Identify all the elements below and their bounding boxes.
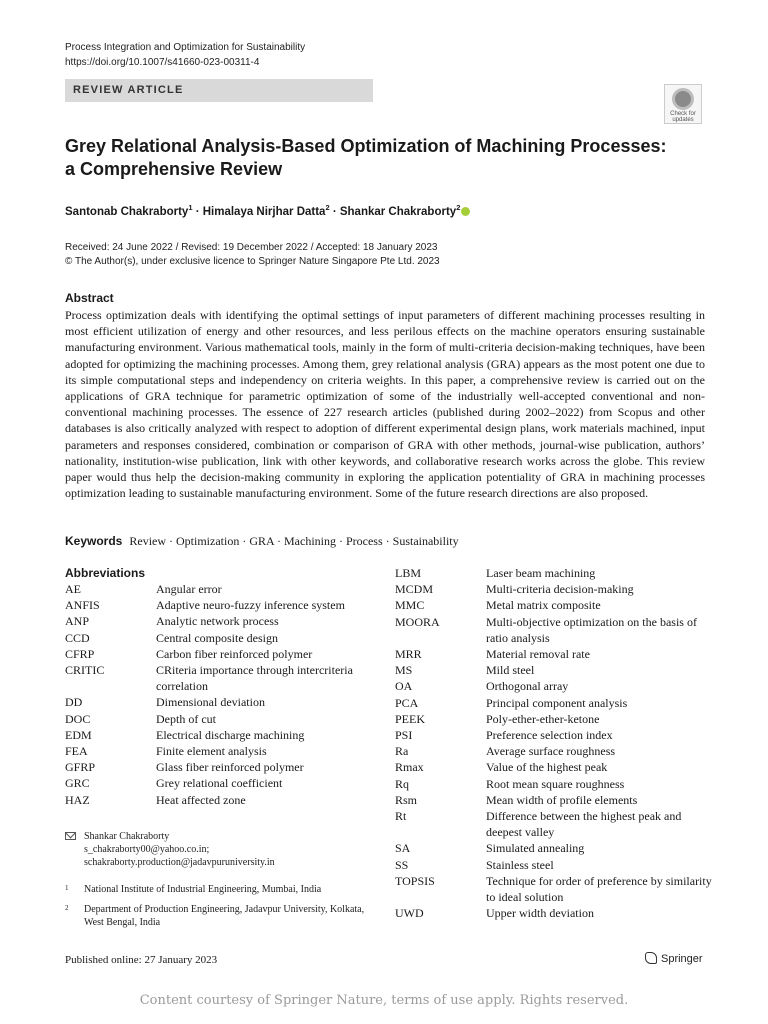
abbreviation-term: TOPSIS xyxy=(395,873,435,888)
check-updates-label-2: updates xyxy=(672,117,694,123)
envelope-icon xyxy=(65,832,76,840)
abbreviation-definition: Technique for order of preference by similarity to ideal solution xyxy=(486,873,712,905)
publication-dates xyxy=(65,241,440,269)
abbreviation-term: MCDM xyxy=(395,582,434,597)
abbreviations-right-column xyxy=(395,565,715,921)
abbreviation-definition: Laser beam machining xyxy=(486,566,596,580)
abbreviation-row xyxy=(65,743,385,759)
abbreviation-term: CCD xyxy=(65,630,90,645)
abbreviation-definition: Electrical discharge machining xyxy=(156,727,305,742)
title-line-1: Grey Relational Analysis-Based Optimization of Machining Processes: xyxy=(65,136,667,156)
abbreviation-row xyxy=(395,581,715,597)
abbreviation-definition: Mean width of profile elements xyxy=(486,792,638,807)
author-affiliation-number: 2 xyxy=(456,203,461,212)
article-title xyxy=(65,135,705,181)
abbreviation-definition: Stainless steel xyxy=(486,857,554,872)
abbreviation-definition: Analytic network process xyxy=(156,614,279,629)
abbreviation-term: LBM xyxy=(395,566,422,580)
abbreviation-term: FEA xyxy=(65,744,88,759)
abbreviation-row xyxy=(65,792,385,808)
affiliation-number: 1 xyxy=(65,884,69,892)
abbreviation-row xyxy=(395,614,715,646)
abbreviation-definition: Difference between the highest peak and deepest valley xyxy=(486,809,682,840)
abbreviation-term: HAZ xyxy=(65,792,90,807)
abbreviation-term: MS xyxy=(395,663,413,678)
abbreviation-row xyxy=(65,597,385,613)
abbreviation-row xyxy=(395,597,715,613)
abbreviation-definition: Average surface roughness xyxy=(486,744,616,759)
springer-horse-icon xyxy=(645,952,657,964)
check-updates-label-1: Check for xyxy=(670,111,696,117)
author-name[interactable]: Shankar Chakraborty xyxy=(339,205,457,218)
abbreviation-definition: Simulated annealing xyxy=(486,841,585,856)
abbreviation-row xyxy=(395,905,715,921)
keywords-label: Keywords xyxy=(65,534,123,548)
author-name[interactable]: Santonab Chakraborty xyxy=(65,205,189,218)
abbreviation-term: GRC xyxy=(65,776,90,791)
abbreviation-definition: Glass fiber reinforced polymer xyxy=(156,760,304,775)
abstract-heading: Abstract xyxy=(65,291,114,305)
abbreviation-term: OA xyxy=(395,679,413,694)
doi-link[interactable]: https://doi.org/10.1007/s41660-023-00311-4 xyxy=(65,57,260,68)
abbreviation-term: Ra xyxy=(395,744,409,759)
abbreviation-term: ANFIS xyxy=(65,598,100,613)
title-line-2: a Comprehensive Review xyxy=(65,159,283,179)
abbreviation-term: AE xyxy=(65,582,81,596)
author-name[interactable]: Himalaya Nirjhar Datta xyxy=(202,205,326,218)
affiliation-number: 2 xyxy=(65,904,69,912)
abbreviation-term: Rsm xyxy=(395,792,418,807)
abbreviation-row xyxy=(65,711,385,727)
abbreviation-definition: Metal matrix composite xyxy=(486,598,601,613)
abbreviation-definition: Multi-criteria decision-making xyxy=(486,582,634,597)
published-online: Published online: 27 January 2023 xyxy=(65,954,218,966)
abbreviation-row xyxy=(395,857,715,873)
abbreviation-row xyxy=(395,695,715,711)
journal-header xyxy=(65,40,305,70)
abbreviation-definition: Depth of cut xyxy=(156,711,216,726)
abbreviation-definition: Central composite design xyxy=(156,630,278,645)
affiliation-text: National Institute of Industrial Engineering, Mumbai, India xyxy=(84,884,322,895)
publisher-logo xyxy=(645,952,703,965)
abbreviation-row xyxy=(65,727,385,743)
abbreviation-definition: Finite element analysis xyxy=(156,744,267,759)
abbreviation-term: PCA xyxy=(395,695,419,710)
article-type-badge: REVIEW ARTICLE xyxy=(65,79,373,102)
abbreviation-term: Rt xyxy=(395,809,407,824)
abbreviation-row xyxy=(395,565,715,581)
abbreviation-term: UWD xyxy=(395,906,424,921)
corresponding-author-name: Shankar Chakraborty xyxy=(84,831,170,842)
abbreviation-term: SA xyxy=(395,841,411,856)
abbreviations-left-column xyxy=(65,581,385,808)
copyright-line: © The Author(s), under exclusive licence to Springer Nature Singapore Pte Ltd. 2023 xyxy=(65,256,440,267)
abbreviation-row xyxy=(395,759,715,775)
abbreviation-row xyxy=(65,581,385,597)
abbreviation-term: PSI xyxy=(395,728,413,743)
abbreviation-row xyxy=(395,776,715,792)
keywords-list: Review · Optimization · GRA · Machining · Process · Sustainability xyxy=(129,534,459,548)
abbreviation-row xyxy=(65,694,385,710)
abbreviation-row xyxy=(65,775,385,791)
abbreviation-row xyxy=(395,808,715,840)
journal-name: Process Integration and Optimization for Sustainability xyxy=(65,42,306,53)
abbreviation-row xyxy=(395,727,715,743)
abbreviation-row xyxy=(65,646,385,662)
correspondence xyxy=(65,830,385,869)
abbreviation-row xyxy=(395,646,715,662)
abbreviation-definition: Preference selection index xyxy=(486,728,613,743)
abbreviation-term: MMC xyxy=(395,598,425,613)
abbreviation-row xyxy=(395,711,715,727)
abbreviation-row xyxy=(65,759,385,775)
abbreviation-term: MRR xyxy=(395,647,422,662)
abbreviation-definition: Carbon fiber reinforced polymer xyxy=(156,646,313,661)
email-link[interactable]: s_chakraborty00@yahoo.co.in; xyxy=(84,844,210,855)
abbreviation-row xyxy=(395,792,715,808)
email-link[interactable]: schakraborty.production@jadavpuruniversity.in xyxy=(84,857,275,868)
affiliation xyxy=(65,903,385,929)
abbreviation-definition: CRiteria importance through intercriteria correlation xyxy=(156,663,353,694)
abbreviation-definition: Principal component analysis xyxy=(486,695,628,710)
author-affiliation-number: 1 xyxy=(188,203,193,212)
history-dates: Received: 24 June 2022 / Revised: 19 December 2022 / Accepted: 18 January 2023 xyxy=(65,242,438,253)
abbreviation-term: MOORA xyxy=(395,614,440,629)
abbreviation-definition: Root mean square roughness xyxy=(486,776,625,791)
abbreviation-term: CFRP xyxy=(65,646,95,661)
abbreviation-row xyxy=(395,873,715,905)
abbreviation-row xyxy=(395,662,715,678)
abbreviations-heading: Abbreviations xyxy=(65,566,146,580)
publisher-name: Springer xyxy=(661,953,703,965)
abbreviation-term: GFRP xyxy=(65,760,96,775)
abbreviation-row xyxy=(65,630,385,646)
abbreviation-definition: Material removal rate xyxy=(486,647,590,662)
abbreviation-term: PEEK xyxy=(395,711,425,726)
abbreviation-definition: Upper width deviation xyxy=(486,906,594,921)
abbreviation-definition: Adaptive neuro-fuzzy inference system xyxy=(156,598,345,613)
abbreviation-definition: Dimensional deviation xyxy=(156,695,265,710)
abbreviation-definition: Poly-ether-ether-ketone xyxy=(486,711,600,726)
affiliation-text: Department of Production Engineering, Jadavpur University, Kolkata, West Bengal, India xyxy=(84,904,365,928)
abbreviation-row xyxy=(395,678,715,694)
abstract-text: Process optimization deals with identifying the optimal settings of input parameters of different machining processes resulting in most efficient utilization of energy and other resources, and less perilous effects on the machine operators ensuring sustainable manufacturing environment. Various mathematical tools, mainly in the form of multi-criteria decision-making techniques, have been adopted for optimizing the machining processes. Among them, grey relational analysis (GRA) appears as the most potent one due to its simple computational steps and independency on criteria weights. In this paper, a comprehensive review is carried out on the applications of GRA technique for parametric optimization of some of the industrially well-accepted conventional and non-conventional machining processes. The essence of 227 research articles (published during 2002–2022) from Scopus and other databases is also critically analyzed with respect to adoption of different experimental design plans, work materials machined, input parameters and responses considered, combination or comparison of GRA with other methods, journal-wise publication, authors’ nationality, institution-wise publication, link with other keywords, and collaborative research works across the globe. This review paper would thus help the decision-making community in exploring the application potentiality of GRA in machining processes optimization leading to sustainable manufacturing environment. Some of the future research directions are also proposed. xyxy=(65,308,705,501)
abbreviation-definition: Mild steel xyxy=(486,663,535,678)
abbreviation-row xyxy=(395,743,715,759)
keywords xyxy=(65,534,459,549)
abbreviation-term: SS xyxy=(395,857,409,872)
abbreviation-term: DOC xyxy=(65,711,91,726)
abbreviation-definition: Angular error xyxy=(156,582,222,596)
abbreviation-definition: Value of the highest peak xyxy=(486,760,608,775)
abbreviation-term: CRITIC xyxy=(65,663,105,678)
abbreviation-term: DD xyxy=(65,695,83,710)
abbreviation-definition: Heat affected zone xyxy=(156,792,246,807)
abbreviation-definition: Orthogonal array xyxy=(486,679,569,694)
abbreviation-term: Rmax xyxy=(395,760,424,775)
orcid-icon[interactable] xyxy=(461,207,470,216)
abbreviation-definition: Multi-objective optimization on the basis of ratio analysis xyxy=(486,614,697,645)
content-courtesy-notice: Content courtesy of Springer Nature, terms of use apply. Rights reserved. xyxy=(139,993,629,1008)
abbreviation-row xyxy=(65,662,385,694)
abbreviation-term: ANP xyxy=(65,614,90,629)
author-affiliation-number: 2 xyxy=(325,203,330,212)
abbreviation-definition: Grey relational coefficient xyxy=(156,776,283,791)
abbreviation-row xyxy=(65,613,385,629)
abbreviation-term: EDM xyxy=(65,727,92,742)
check-updates-icon xyxy=(672,88,694,110)
abbreviation-term: Rq xyxy=(395,776,410,791)
abbreviation-row xyxy=(395,840,715,856)
check-for-updates-button[interactable] xyxy=(664,84,702,124)
affiliation xyxy=(65,883,385,896)
author-list: Santonab Chakraborty$^1$ · Himalaya Nirjhar Datta$^2$ · Shankar Chakraborty$^2$ xyxy=(65,203,470,218)
